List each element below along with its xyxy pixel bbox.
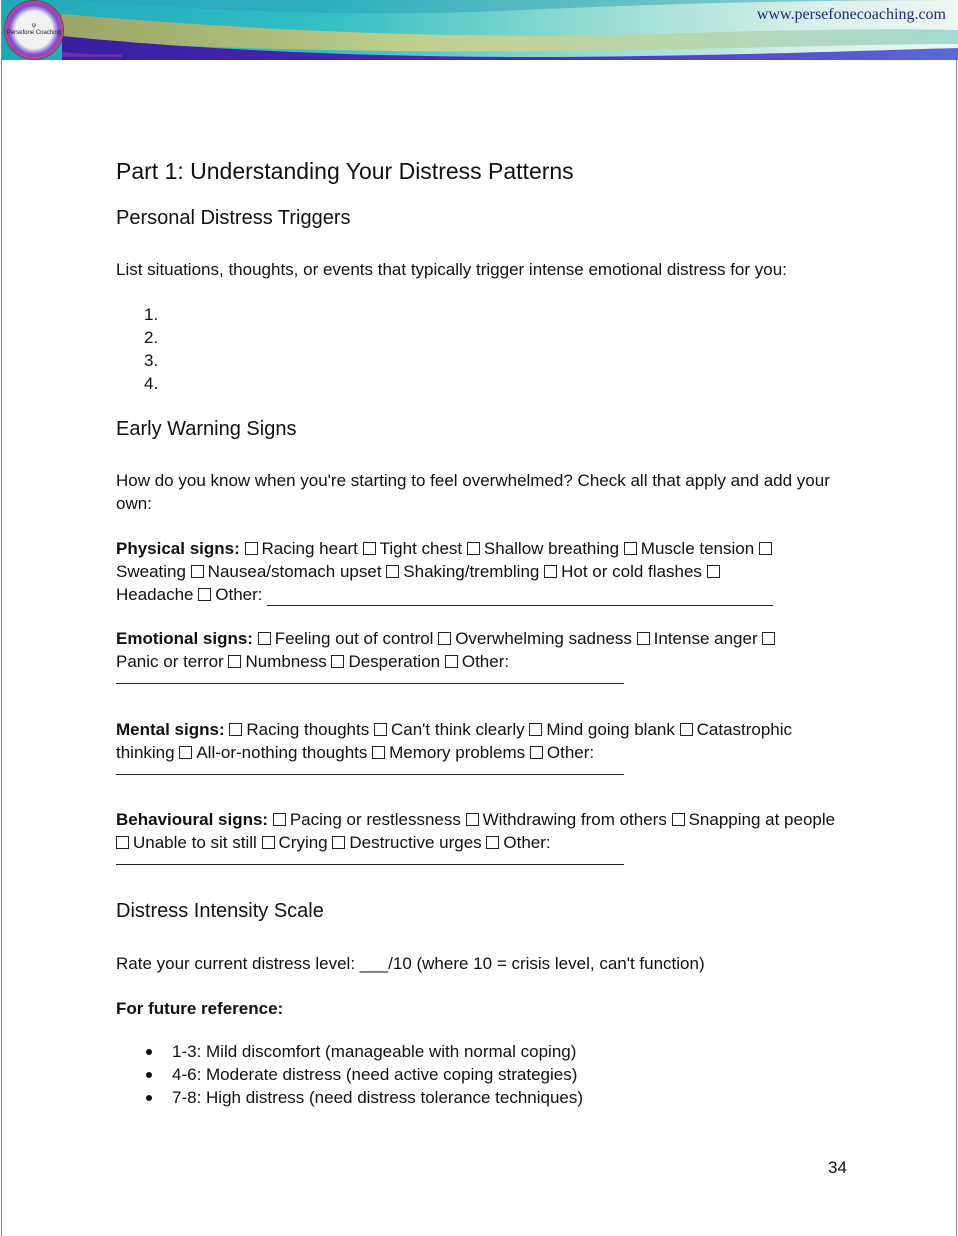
option-label: Shallow breathing bbox=[483, 539, 620, 558]
option-label: Tight chest bbox=[379, 539, 463, 558]
behavioural-signs-section bbox=[116, 808, 846, 865]
checkbox[interactable] bbox=[191, 565, 204, 578]
levels-list bbox=[144, 1040, 583, 1109]
option-label: Sweating bbox=[116, 562, 186, 581]
list-item[interactable]: 2. bbox=[144, 328, 159, 347]
emotional-signs-label: Emotional signs: bbox=[116, 629, 253, 648]
list-item[interactable]: 1. bbox=[144, 305, 159, 324]
list-item[interactable]: 3. bbox=[144, 351, 159, 370]
emotional-signs-section bbox=[116, 627, 846, 684]
checkbox[interactable] bbox=[116, 836, 129, 849]
triggers-heading: Personal Distress Triggers bbox=[116, 207, 351, 229]
list-item: 1-3: Mild discomfort (manageable with normal coping) bbox=[144, 1040, 583, 1063]
triggers-list bbox=[144, 303, 158, 395]
option-label: Can't think clearly bbox=[390, 720, 525, 739]
header-banner bbox=[2, 0, 958, 60]
option-label: Unable to sit still bbox=[133, 833, 257, 852]
option-label: Snapping at people bbox=[688, 810, 836, 829]
part-title: Part 1: Understanding Your Distress Patterns bbox=[116, 158, 574, 184]
option-label: Other: bbox=[503, 833, 551, 852]
checkbox[interactable] bbox=[672, 813, 685, 826]
list-item[interactable]: 4. bbox=[144, 374, 159, 393]
checkbox[interactable] bbox=[624, 542, 637, 555]
option-label: Racing heart bbox=[261, 539, 358, 558]
document-page bbox=[1, 0, 957, 1236]
option-label: Mind going blank bbox=[546, 720, 675, 739]
option-label: Overwhelming sadness bbox=[455, 629, 632, 648]
checkbox[interactable] bbox=[363, 542, 376, 555]
page-number: 34 bbox=[828, 1158, 847, 1177]
checkbox[interactable] bbox=[331, 655, 344, 668]
other-input-line[interactable] bbox=[267, 591, 773, 606]
option-label: Other: bbox=[215, 585, 263, 604]
checkbox[interactable] bbox=[438, 632, 451, 645]
reference-label-text: For future reference: bbox=[116, 999, 284, 1018]
rate-prefix: Rate your current distress level: bbox=[116, 954, 360, 973]
mental-signs-label: Mental signs: bbox=[116, 720, 225, 739]
checkbox[interactable] bbox=[544, 565, 557, 578]
checkbox[interactable] bbox=[530, 746, 543, 759]
checkbox[interactable] bbox=[529, 723, 542, 736]
option-label: Headache bbox=[116, 585, 194, 604]
website-link[interactable]: www.persefonecoaching.com bbox=[756, 6, 946, 23]
logo-text: Persefone Coaching bbox=[6, 30, 62, 36]
option-label: Withdrawing from others bbox=[482, 810, 667, 829]
rate-suffix: /10 (where 10 = crisis level, can't function) bbox=[388, 954, 705, 973]
checkbox[interactable] bbox=[332, 836, 345, 849]
checkbox[interactable] bbox=[762, 632, 775, 645]
warning-heading: Early Warning Signs bbox=[116, 418, 297, 440]
option-label: Other: bbox=[461, 652, 510, 671]
checkbox[interactable] bbox=[198, 588, 211, 601]
other-input-line[interactable] bbox=[116, 673, 624, 684]
checkbox[interactable] bbox=[759, 542, 772, 555]
triggers-prompt: List situations, thoughts, or events that typically trigger intense emotional distress for you: bbox=[116, 260, 787, 279]
scale-heading: Distress Intensity Scale bbox=[116, 900, 324, 922]
behavioural-signs-label: Behavioural signs: bbox=[116, 810, 269, 829]
option-label: Hot or cold flashes bbox=[561, 562, 702, 581]
physical-signs-section bbox=[116, 537, 846, 606]
rate-blank[interactable]: ___ bbox=[359, 954, 389, 973]
checkbox[interactable] bbox=[228, 655, 241, 668]
checkbox[interactable] bbox=[372, 746, 385, 759]
checkbox[interactable] bbox=[374, 723, 387, 736]
option-label: Destructive urges bbox=[349, 833, 482, 852]
option-label: Muscle tension bbox=[640, 539, 755, 558]
option-label: Numbness bbox=[245, 652, 327, 671]
option-label: Pacing or restlessness bbox=[289, 810, 461, 829]
other-input-line[interactable] bbox=[116, 764, 624, 775]
option-label: Nausea/stomach upset bbox=[207, 562, 382, 581]
checkbox[interactable] bbox=[273, 813, 286, 826]
other-input-line[interactable] bbox=[116, 854, 624, 865]
checkbox[interactable] bbox=[229, 723, 242, 736]
physical-signs-label: Physical signs: bbox=[116, 539, 240, 558]
checkbox[interactable] bbox=[707, 565, 720, 578]
rate-line bbox=[116, 952, 846, 975]
warning-prompt: How do you know when you're starting to feel overwhelmed? Check all that apply and add your own: bbox=[116, 471, 830, 513]
option-label: Catastrophic thinking bbox=[116, 720, 793, 762]
list-item: 4-6: Moderate distress (need active coping strategies) bbox=[144, 1063, 583, 1086]
option-label: Memory problems bbox=[389, 743, 526, 762]
mental-signs-section bbox=[116, 718, 846, 775]
option-label: Panic or terror bbox=[116, 652, 224, 671]
checkbox[interactable] bbox=[445, 655, 458, 668]
checkbox[interactable] bbox=[179, 746, 192, 759]
checkbox[interactable] bbox=[467, 542, 480, 555]
option-label: Crying bbox=[278, 833, 328, 852]
checkbox[interactable] bbox=[245, 542, 258, 555]
checkbox[interactable] bbox=[466, 813, 479, 826]
option-label: Racing thoughts bbox=[246, 720, 370, 739]
option-label: All-or-nothing thoughts bbox=[196, 743, 368, 762]
checkbox[interactable] bbox=[258, 632, 271, 645]
checkbox[interactable] bbox=[486, 836, 499, 849]
option-label: Desperation bbox=[348, 652, 441, 671]
persefone-logo bbox=[5, 1, 63, 59]
reference-label bbox=[116, 997, 846, 1020]
option-label: Feeling out of control bbox=[274, 629, 434, 648]
logo-glyph: ψ bbox=[31, 23, 37, 29]
option-label: Intense anger bbox=[653, 629, 758, 648]
checkbox[interactable] bbox=[637, 632, 650, 645]
checkbox[interactable] bbox=[386, 565, 399, 578]
checkbox[interactable] bbox=[262, 836, 275, 849]
checkbox[interactable] bbox=[680, 723, 693, 736]
option-label: Other: bbox=[546, 743, 595, 762]
list-item: 7-8: High distress (need distress tolerance techniques) bbox=[144, 1086, 583, 1109]
option-label: Shaking/trembling bbox=[403, 562, 540, 581]
